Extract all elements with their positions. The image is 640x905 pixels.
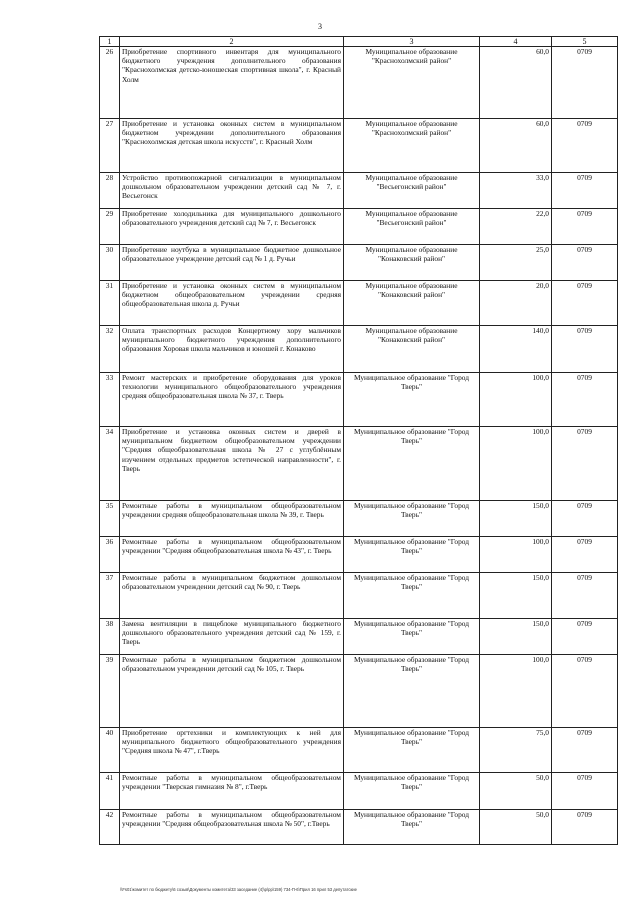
row-municipality: Муниципальное образование "Город Тверь" [344,810,480,845]
table-row [100,119,618,173]
row-description: Приобретение ноутбука в муниципальное бюджетное дошкольное образовательное учреждение детский сад № 1 д. Ручьи [120,245,344,281]
table-row [100,537,618,573]
table-row [100,773,618,810]
row-amount: 60,0 [480,119,552,173]
table-header-row [100,37,618,47]
row-number: 41 [100,773,120,810]
row-number: 38 [100,619,120,655]
row-amount: 25,0 [480,245,552,281]
row-description: Приобретение и установка оконных систем и дверей в муниципальном бюджетном общеобразовательном учреждении "Средняя общеобразовательная школа № 27 с углублённым изучением отдельных предметов эстетической направленности", г. Тверь [120,427,344,501]
row-code: 0709 [552,119,618,173]
row-amount: 150,0 [480,573,552,619]
row-code: 0709 [552,619,618,655]
row-number: 33 [100,373,120,427]
row-description: Ремонтные работы в муниципальном общеобразовательном учреждении средняя общеобразовательная школа № 39, г. Тверь [120,501,344,537]
row-municipality: Муниципальное образование "Конаковский район" [344,326,480,373]
row-number: 28 [100,173,120,209]
row-municipality: Муниципальное образование "Конаковский район" [344,245,480,281]
row-code: 0709 [552,501,618,537]
row-code: 0709 [552,373,618,427]
row-number: 36 [100,537,120,573]
row-number: 31 [100,281,120,326]
table-row [100,326,618,373]
row-description: Ремонтные работы в муниципальном общеобразовательном учреждении "Тверская гимназия № 8", г.Тверь [120,773,344,810]
row-description: Устройство противопожарной сигнализации в муниципальном дошкольном образовательном учреждении детский сад № 7, г. Весьегонск [120,173,344,209]
row-municipality: Муниципальное образование "Город Тверь" [344,373,480,427]
allocation-table [99,36,618,845]
table-row [100,373,618,427]
row-description: Ремонтные работы в муниципальном бюджетном дошкольном образовательном учреждении детский сад № 90, г. Тверь [120,573,344,619]
row-amount: 22,0 [480,209,552,245]
row-code: 0709 [552,281,618,326]
row-description: Замена вентиляции в пищеблоке муниципального бюджетного дошкольного образовательного учреждения детский сад № 159, г. Тверь [120,619,344,655]
row-amount: 100,0 [480,537,552,573]
row-amount: 50,0 [480,773,552,810]
table-row [100,245,618,281]
row-municipality: Муниципальное образование "Город Тверь" [344,573,480,619]
row-number: 26 [100,47,120,119]
row-amount: 75,0 [480,728,552,773]
row-municipality: Муниципальное образование "Город Тверь" [344,655,480,728]
row-code: 0709 [552,773,618,810]
row-code: 0709 [552,47,618,119]
row-number: 37 [100,573,120,619]
row-description: Приобретение и установка оконных систем в муниципальном бюджетном учреждении дополнительного образования "Краснохолмская детская школа искусств", г. Красный Холм [120,119,344,173]
row-number: 30 [100,245,120,281]
table-row [100,810,618,845]
page-number: 3 [318,22,322,31]
row-description: Приобретение и установка оконных систем в муниципальном бюджетном общеобразовательном учреждении средняя общеобразовательная школа д. Ручьи [120,281,344,326]
row-amount: 33,0 [480,173,552,209]
row-municipality: Муниципальное образование "Город Тверь" [344,773,480,810]
row-amount: 100,0 [480,655,552,728]
row-number: 39 [100,655,120,728]
row-code: 0709 [552,810,618,845]
table-row [100,619,618,655]
row-municipality: Муниципальное образование "Конаковский район" [344,281,480,326]
table-row [100,47,618,119]
row-code: 0709 [552,427,618,501]
row-number: 34 [100,427,120,501]
row-code: 0709 [552,245,618,281]
row-description: Ремонтные работы в муниципальном бюджетном дошкольном образовательном учреждении детский сад № 105, г. Тверь [120,655,344,728]
row-amount: 150,0 [480,501,552,537]
row-description: Приобретение холодильника для муниципального дошкольного образовательного учреждения детский сад № 7, г. Весьегонск [120,209,344,245]
table-row [100,427,618,501]
row-number: 35 [100,501,120,537]
row-municipality: Муниципальное образование "Город Тверь" [344,427,480,501]
row-number: 29 [100,209,120,245]
header-cell-code: 5 [552,37,618,47]
header-cell-number: 1 [100,37,120,47]
row-municipality: Муниципальное образование "Город Тверь" [344,537,480,573]
row-amount: 100,0 [480,427,552,501]
row-amount: 150,0 [480,619,552,655]
table-row [100,281,618,326]
row-code: 0709 [552,573,618,619]
table-row [100,501,618,537]
row-number: 32 [100,326,120,373]
row-municipality: Муниципальное образование "Город Тверь" [344,501,480,537]
row-municipality: Муниципальное образование "Весьегонский район" [344,173,480,209]
table-row [100,728,618,773]
table-row [100,209,618,245]
row-description: Ремонтные работы в муниципальном общеобразовательном учреждении "Средняя общеобразовательная школа № 50", г.Тверь [120,810,344,845]
row-code: 0709 [552,655,618,728]
row-description: Приобретение оргтехники и комплектующих к ней для муниципального бюджетного общеобразовательного учреждения "Средняя школа № 47", г.Тверь [120,728,344,773]
row-code: 0709 [552,209,618,245]
table-row [100,173,618,209]
row-number: 27 [100,119,120,173]
row-description: Ремонт мастерских и приобретение оборудования для уроков технологии муниципального общеобразовательного учреждения средняя общеобразовательная школа № 37, г. Тверь [120,373,344,427]
row-number: 40 [100,728,120,773]
header-cell-amount: 4 [480,37,552,47]
row-description: Приобретение спортивного инвентаря для муниципального бюджетного учреждения дополнительного образования "Краснохолмская детско-юношеская спортивная школа", г. Красный Холм [120,47,344,119]
table-row [100,573,618,619]
row-municipality: Муниципальное образование "Город Тверь" [344,619,480,655]
table-row [100,655,618,728]
row-description: Ремонтные работы в муниципальном общеобразовательном учреждении "Средняя общеобразовательная школа № 43", г. Тверь [120,537,344,573]
row-amount: 20,0 [480,281,552,326]
header-cell-name: 2 [120,37,344,47]
row-number: 42 [100,810,120,845]
row-amount: 60,0 [480,47,552,119]
row-municipality: Муниципальное образование "Город Тверь" [344,728,480,773]
row-code: 0709 [552,326,618,373]
row-municipality: Муниципальное образование "Краснохолмский район" [344,47,480,119]
row-amount: 140,0 [480,326,552,373]
footer-file-path: \\Fs01\комитет по бюджету\6 созыв\Документы комитета\33 заседание (4)\p\pp\159) 734-П-6\Прил 16 прил 53 депутатские [120,887,357,892]
row-code: 0709 [552,537,618,573]
row-amount: 100,0 [480,373,552,427]
row-code: 0709 [552,728,618,773]
row-municipality: Муниципальное образование "Весьегонский район" [344,209,480,245]
header-cell-municipality: 3 [344,37,480,47]
row-municipality: Муниципальное образование "Краснохолмский район" [344,119,480,173]
row-amount: 50,0 [480,810,552,845]
row-code: 0709 [552,173,618,209]
row-description: Оплата транспортных расходов Концертному хору мальчиков муниципального бюджетного учреждения дополнительного образования Хоровая школа мальчиков и юношей г. Конаково [120,326,344,373]
